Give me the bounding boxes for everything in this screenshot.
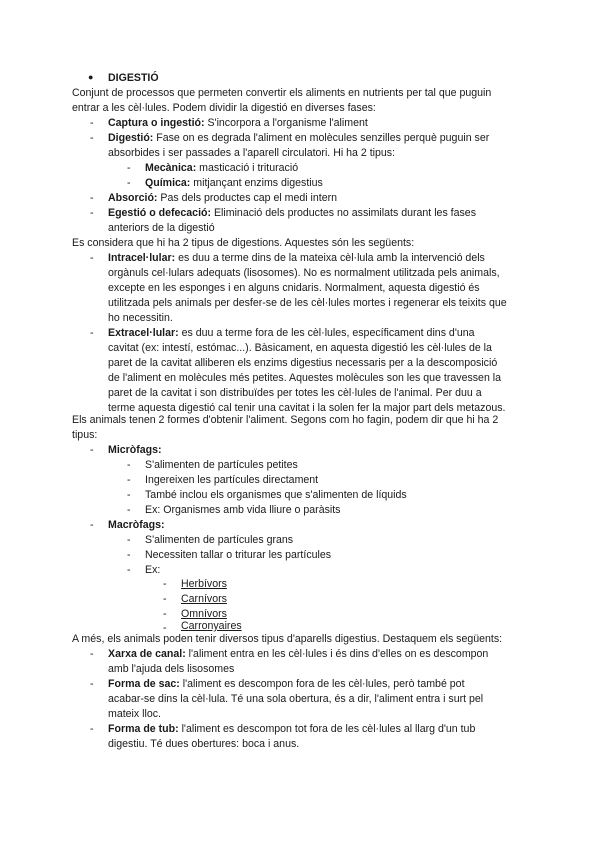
- example-link[interactable]: Omnívors: [181, 608, 227, 620]
- dash-marker: -: [163, 593, 167, 605]
- phase-digestio-text: Fase on es degrada l'aliment en molècules senzilles perquè puguin ser: [153, 132, 490, 144]
- dash-marker: -: [90, 252, 94, 264]
- dash-marker: -: [127, 177, 131, 189]
- dash-marker: -: [163, 622, 167, 634]
- apparatus-tub-cont: digestiu. Té dues obertures: boca i anus.: [108, 738, 300, 750]
- dash-marker: -: [90, 327, 94, 339]
- apparatus-sac: [108, 677, 465, 691]
- apparatus-canal-cont: amb l'ajuda dels lisosomes: [108, 663, 235, 675]
- dash-marker: -: [90, 207, 94, 219]
- page-heading: DIGESTIÓ: [108, 72, 159, 84]
- apparatus-sac-term: Forma de sac:: [108, 678, 180, 690]
- dash-marker: -: [90, 444, 94, 456]
- apparatus-sac-cont2: mateix lloc.: [108, 708, 161, 720]
- macrofags-item: Ex:: [145, 564, 161, 576]
- phase-absorcio-term: Absorció:: [108, 192, 158, 204]
- apparatus-canal-term: Xarxa de canal:: [108, 648, 186, 660]
- macrofags-item: Necessiten tallar o triturar les partícules: [145, 549, 332, 561]
- forms-intro-line-1: Els animals tenen 2 formes d'obtenir l'aliment. Segons com ho fagin, podem dir que hi ha 2: [72, 414, 499, 426]
- dash-marker: -: [127, 162, 131, 174]
- heading-bullet: ●: [88, 72, 94, 82]
- dash-marker: -: [90, 723, 94, 735]
- dash-marker: -: [163, 608, 167, 620]
- extracel-line: paret de la cavitat alliberen els enzims digestius necessaris per a la descomposició: [108, 357, 498, 369]
- forms-intro-line-2: tipus:: [72, 429, 98, 441]
- dash-marker: -: [127, 534, 131, 546]
- phase-mecanica-text: masticació i trituració: [196, 162, 299, 174]
- example-link[interactable]: Carronyaires: [181, 620, 242, 632]
- phase-mecanica: [145, 161, 298, 175]
- dash-marker: -: [90, 192, 94, 204]
- digestion-types-intro: Es considera que hi ha 2 tipus de digestions. Aquestes són les següents:: [72, 237, 415, 249]
- example-link[interactable]: Herbívors: [181, 578, 227, 590]
- microfags-item: També inclou els organismes que s'alimenten de líquids: [145, 489, 407, 501]
- apparatus-intro: A més, els animals poden tenir diversos tipus d'aparells digestius. Destaquem els següents:: [72, 633, 503, 645]
- microfags-item: Ex: Organismes amb vida lliure o paràsits: [145, 504, 341, 516]
- apparatus-sac-text: l'aliment es descompon fora de les cèl·lules, però també pot: [179, 678, 465, 690]
- phase-digestio-cont: absorbides i ser passades a l'aparell circulatori. Hi ha 2 tipus:: [108, 147, 396, 159]
- extracel-text: es duu a terme fora de les cèl·lules, específicament dins d'una: [178, 327, 475, 339]
- intracel-line: ho necessitin.: [108, 312, 173, 324]
- extracel-line: cavitat (ex: intestí, estómac...). Bàsicament, en aquesta digestió les cèl·lules de la: [108, 342, 492, 354]
- dash-marker: -: [90, 132, 94, 144]
- dash-marker: -: [163, 578, 167, 590]
- phase-captura-term: Captura o ingestió:: [108, 117, 205, 129]
- phase-mecanica-term: Mecànica:: [145, 162, 197, 174]
- intracel-line: utilitzada pels animals per desfer-se de les cèl·lules mortes i regenerar els teixits que: [108, 297, 507, 309]
- intracel-first-line: [108, 251, 485, 265]
- phase-quimica-term: Química:: [145, 177, 191, 189]
- extracel-line: terme aquesta digestió cal tenir una cavitat i la solen fer la major part dels metazous.: [108, 402, 506, 414]
- dash-marker: -: [127, 504, 131, 516]
- phase-captura: [108, 116, 368, 130]
- phase-captura-text: S'incorpora a l'organisme l'aliment: [204, 117, 368, 129]
- dash-marker: -: [127, 474, 131, 486]
- phase-absorcio-text: Pas dels productes cap el medi intern: [157, 192, 338, 204]
- phase-quimica-text: mitjançant enzims digestius: [190, 177, 323, 189]
- macrofags-term: Macròfags:: [108, 519, 165, 531]
- apparatus-tub: [108, 722, 475, 736]
- dash-marker: -: [127, 564, 131, 576]
- example-link[interactable]: Carnívors: [181, 593, 227, 605]
- microfags-item: Ingereixen les partícules directament: [145, 474, 319, 486]
- extracel-line: paret de la cavitat i son distribuïdes per totes les cèl·lules de l'animal. Per duu a: [108, 387, 482, 399]
- intracel-line: excepte en les esponges i en alguns cnidaris. Normalment, aquesta digestió és: [108, 282, 480, 294]
- apparatus-tub-text: l'aliment es descompon tot fora de les cèl·lules al llarg d'un tub: [178, 723, 476, 735]
- apparatus-canal-text: l'aliment entra en les cèl·lules i és dins d'elles on es descompon: [185, 648, 489, 660]
- phase-quimica: [145, 176, 323, 190]
- intracel-term: Intracel·lular:: [108, 252, 176, 264]
- dash-marker: -: [127, 549, 131, 561]
- macrofags-item: S'alimenten de partícules grans: [145, 534, 294, 546]
- intracel-line: orgànuls cel·lulars adequats (lisosomes). No es normalment utilitzada pels animals,: [108, 267, 500, 279]
- dash-marker: -: [127, 459, 131, 471]
- extracel-first-line: [108, 326, 475, 340]
- dash-marker: -: [90, 519, 94, 531]
- dash-marker: -: [90, 117, 94, 129]
- extracel-line: de l'aliment en molècules més petites. Aquestes molècules son les que travessen la: [108, 372, 502, 384]
- microfags-item: S'alimenten de partícules petites: [145, 459, 298, 471]
- phase-digestio: [108, 131, 489, 145]
- microfags-term: Micròfags:: [108, 444, 162, 456]
- phase-egestio-cont: anteriors de la digestió: [108, 222, 215, 234]
- phase-egestio-term: Egestió o defecació:: [108, 207, 212, 219]
- dash-marker: -: [90, 648, 94, 660]
- apparatus-canal: [108, 647, 488, 661]
- dash-marker: -: [90, 678, 94, 690]
- apparatus-tub-term: Forma de tub:: [108, 723, 179, 735]
- apparatus-sac-cont: acabar-se dins la cèl·lula. Té una sola obertura, és a dir, l'aliment entra i surt pel: [108, 693, 484, 705]
- phase-egestio-text: Eliminació dels productes no assimilats durant les fases: [211, 207, 476, 219]
- phase-egestio: [108, 206, 476, 220]
- extracel-term: Extracel·lular:: [108, 327, 179, 339]
- intracel-text: es duu a terme dins de la mateixa cèl·lula amb la intervenció dels: [175, 252, 485, 264]
- phase-digestio-term: Digestió:: [108, 132, 154, 144]
- intro-line-1: Conjunt de processos que permeten convertir els aliments en nutrients per tal que puguin: [72, 87, 492, 99]
- intro-line-2: entrar a les cèl·lules. Podem dividir la digestió en diverses fases:: [72, 102, 376, 114]
- phase-absorcio: [108, 191, 337, 205]
- dash-marker: -: [127, 489, 131, 501]
